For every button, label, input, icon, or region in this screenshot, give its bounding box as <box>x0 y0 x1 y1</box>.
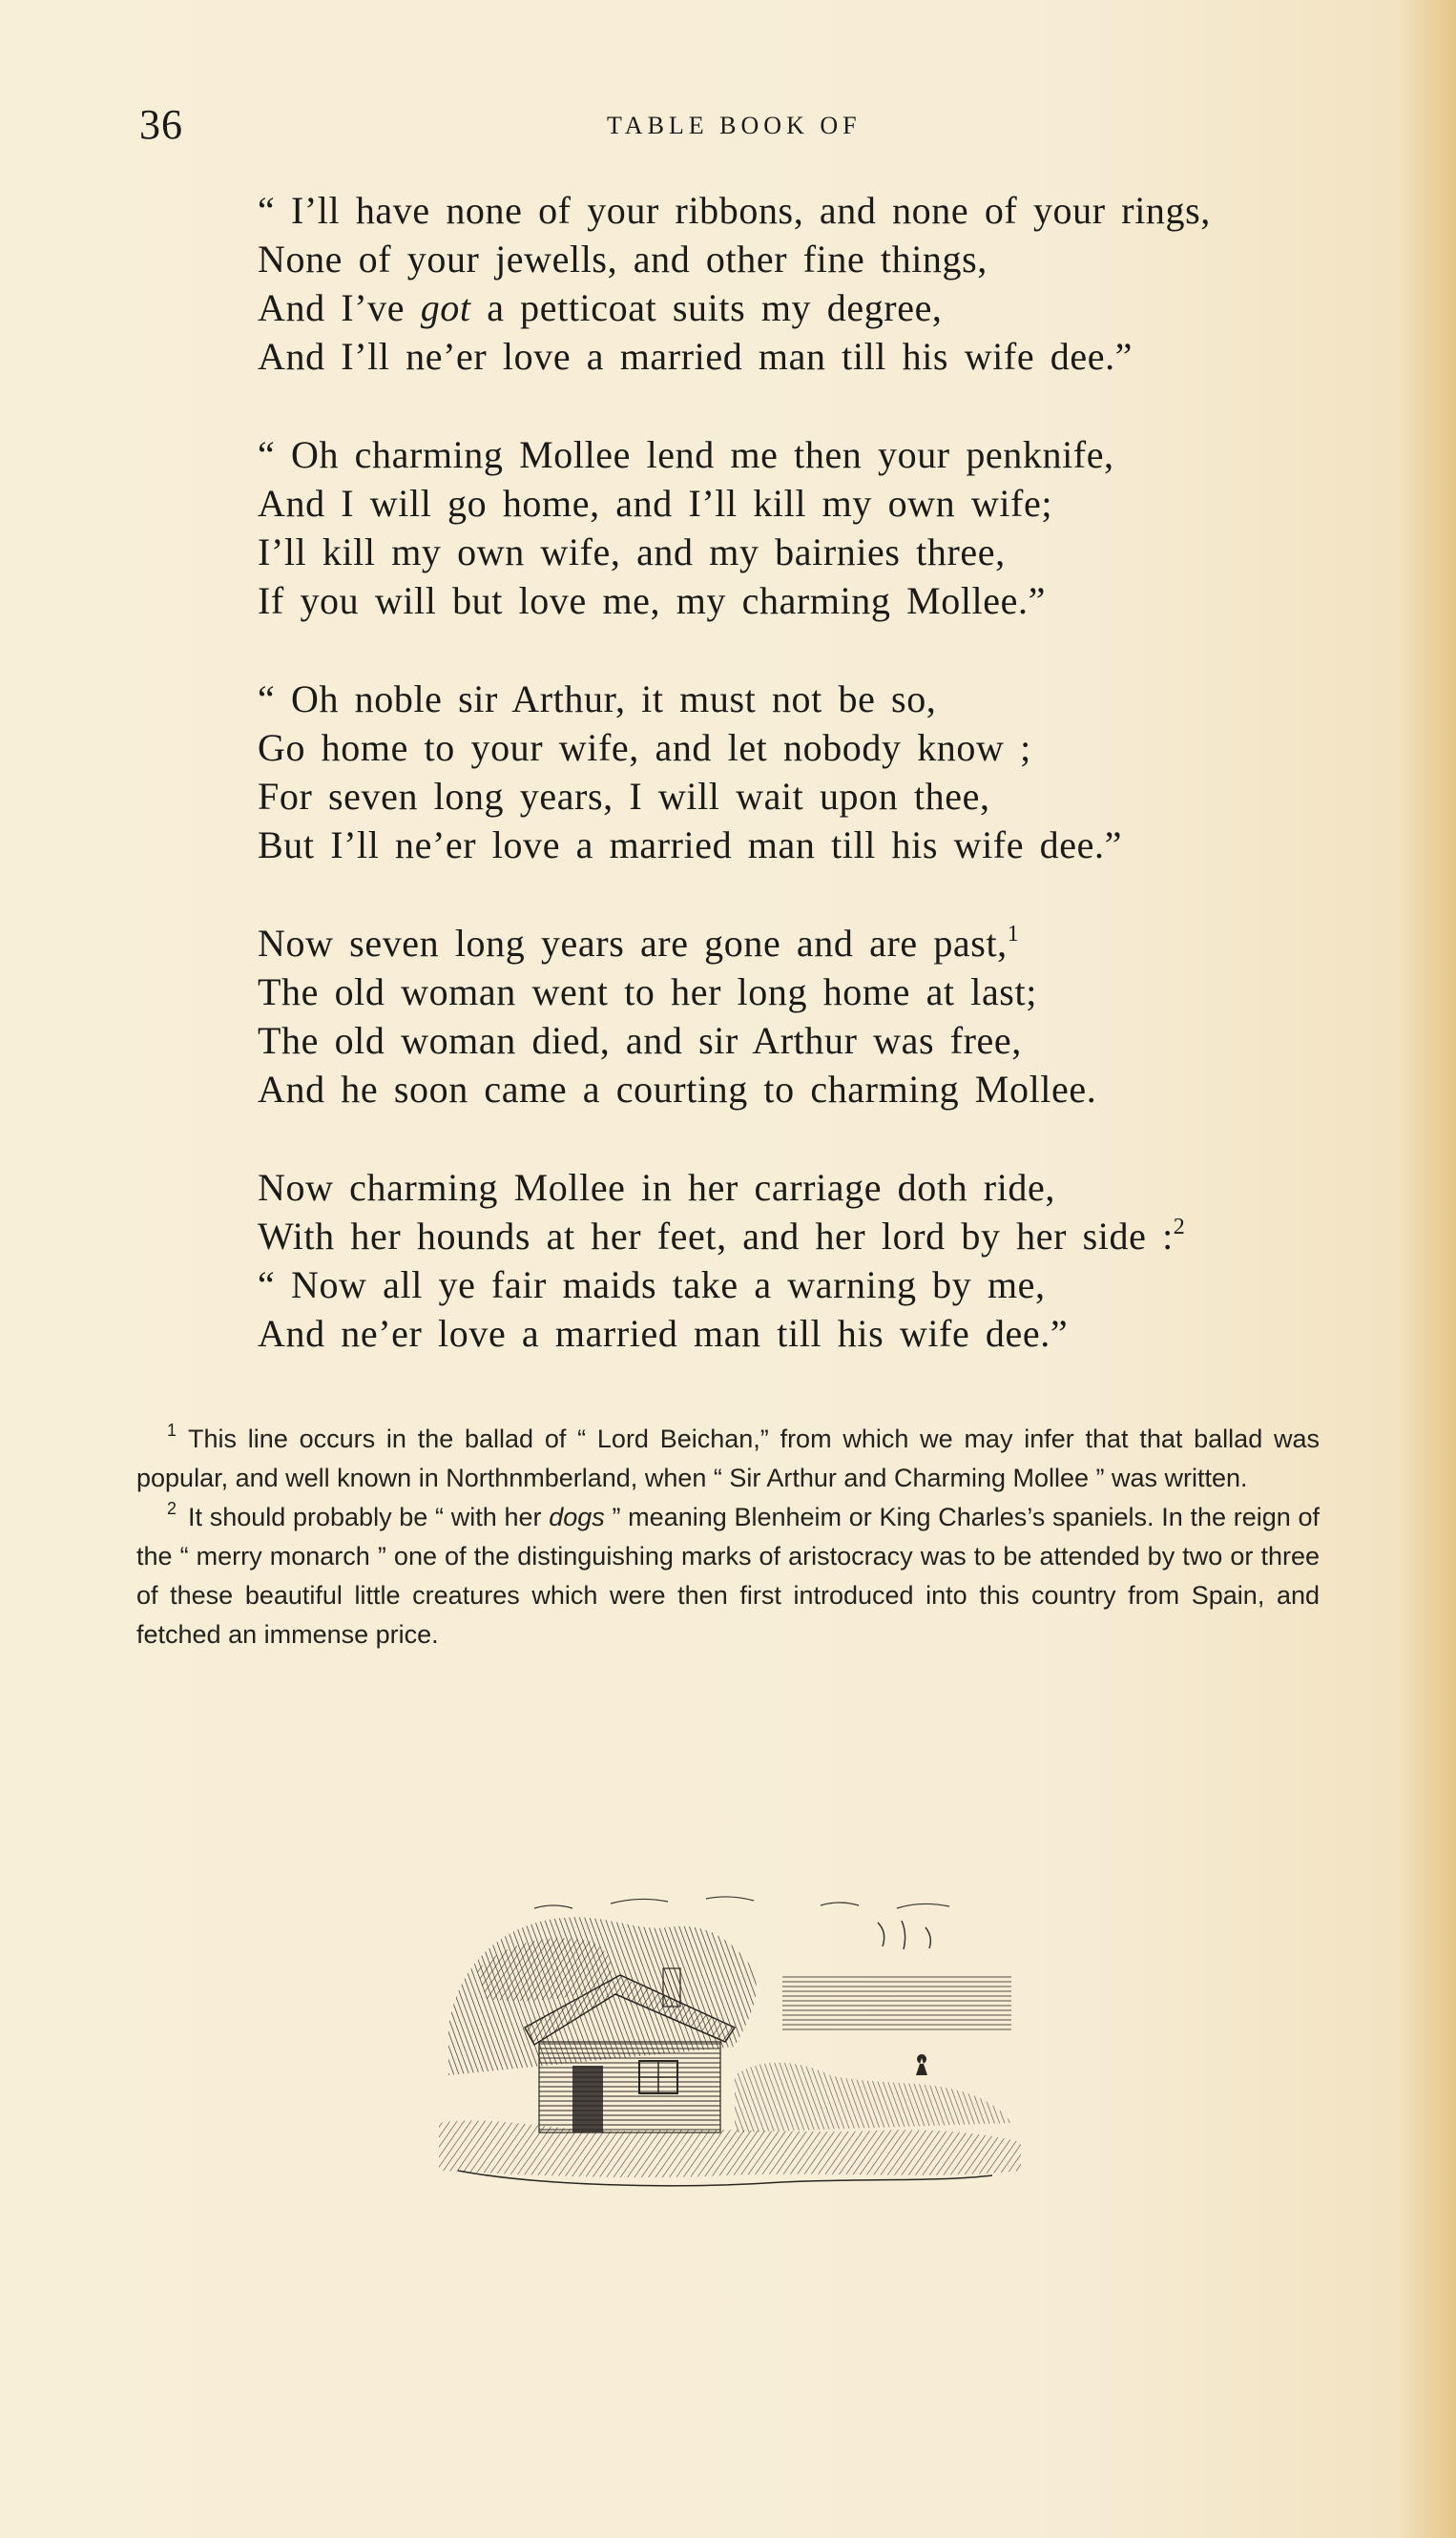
page-edge-stain <box>1399 0 1456 2538</box>
footnote-text: This line occurs in the ballad of “ Lord Beichan,” from which we may infer that that ballad was popular, and well known in Northnmberland, when “ Sir Arthur and Charming Mollee ” was written. <box>136 1425 1320 1492</box>
footnotes <box>136 1420 1320 1654</box>
footnote-text-before: It should probably be “ with her <box>188 1503 550 1531</box>
poem-line: Go home to your wife, and let nobody know ; <box>258 726 1031 769</box>
footnote-reference: 1 <box>1007 922 1020 947</box>
poem-line: The old woman went to her long home at last; <box>258 970 1037 1013</box>
poem-line: Now seven long years are gone and are past,$^1$ <box>258 922 1020 965</box>
stanza-5 <box>258 1163 1355 1358</box>
poem <box>258 186 1355 1407</box>
running-title: TABLE BOOK OF <box>607 112 862 139</box>
poem-line: Now charming Mollee in her carriage doth ride, <box>258 1166 1055 1209</box>
poem-line: “ Oh noble sir Arthur, it must not be so, <box>258 677 937 720</box>
poem-line: For seven long years, I will wait upon thee, <box>258 775 990 818</box>
poem-line: And I will go home, and I’ll kill my own wife; <box>258 482 1053 525</box>
stanza-4 <box>258 919 1355 1113</box>
footnote-mark: 2 <box>167 1499 177 1518</box>
stanza-1 <box>258 186 1355 381</box>
italic-word: got <box>420 286 471 329</box>
poem-line: And he soon came a courting to charming Mollee. <box>258 1068 1097 1111</box>
stanza-2 <box>258 430 1355 625</box>
poem-line: If you will but love me, my charming Mollee.” <box>258 579 1046 622</box>
poem-line: None of your jewells, and other fine things, <box>258 238 988 281</box>
poem-line: But I’ll ne’er love a married man till his wife dee.” <box>258 823 1122 866</box>
footnote-text-after: ” meaning Blenheim or King Charles’s spaniels. In the reign of the “ merry monarch ” one of the distinguishing marks of aristocracy was to be attended by two or three of these beautiful little creatures which were then first introduced into this country from Spain, and fetched an immense price. <box>136 1503 1320 1649</box>
footnote-text-italic: dogs <box>549 1503 605 1531</box>
stanza-3 <box>258 675 1355 869</box>
poem-line: “ Oh charming Mollee lend me then your penknife, <box>258 433 1114 476</box>
footnote-reference: 2 <box>1173 1215 1186 1239</box>
cottage-engraving-icon <box>420 1884 1030 2199</box>
footnote-1 <box>136 1420 1320 1498</box>
page-number: 36 <box>139 101 183 148</box>
poem-line: With her hounds at her feet, and her lord by her side :$^2$ <box>258 1215 1186 1258</box>
footnote-2 <box>136 1498 1320 1654</box>
poem-line: And I’ll ne’er love a married man till his wife dee.” <box>258 335 1134 378</box>
poem-line: The old woman died, and sir Arthur was free, <box>258 1019 1022 1062</box>
footnote-mark: 1 <box>167 1421 177 1440</box>
poem-line: I’ll kill my own wife, and my bairnies three, <box>258 530 1006 573</box>
poem-line: “ Now all ye fair maids take a warning by me, <box>258 1263 1046 1306</box>
poem-line: And ne’er love a married man till his wife dee.” <box>258 1312 1069 1355</box>
running-head <box>0 100 1456 148</box>
poem-line: And I’ve got a petticoat suits my degree, <box>258 286 943 329</box>
poem-line: “ I’ll have none of your ribbons, and none of your rings, <box>258 189 1211 232</box>
